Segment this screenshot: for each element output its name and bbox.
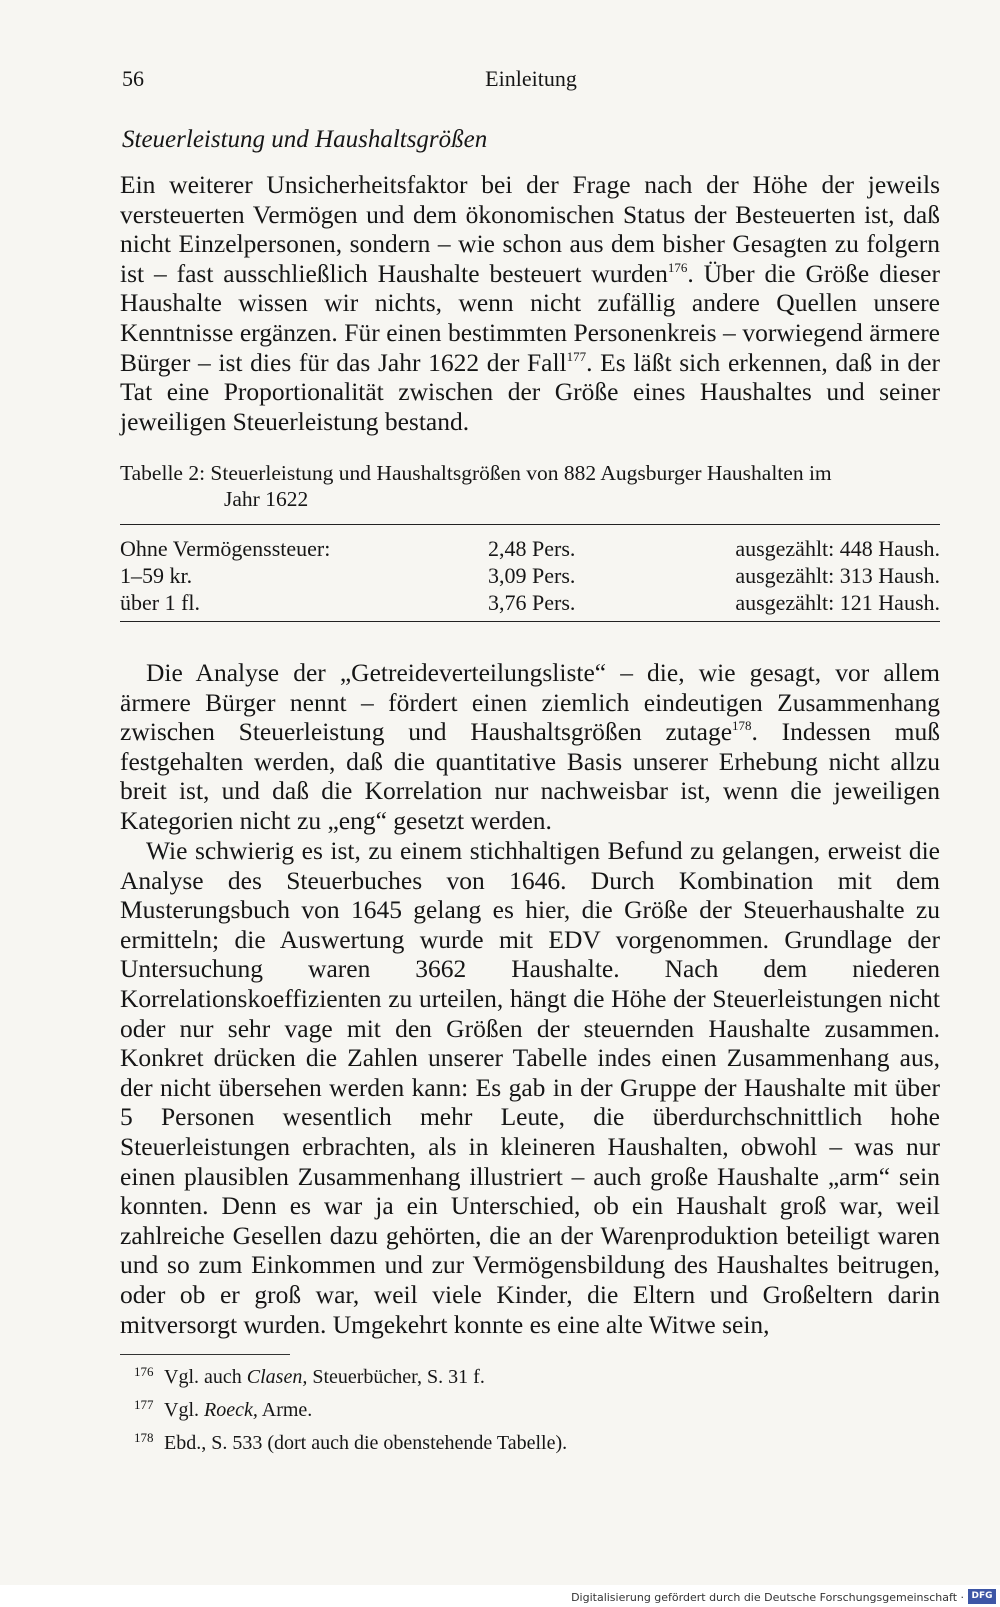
paragraph-1-text-b: . Über die Größe dieser Haushalte wissen wir nichts, wenn nicht zufällig andere Quellen unsere Kenntnisse ergänzen. Für einen bestimmten Personenkreis – vorwiegend ärmere Bürger – ist dies für das Jahr 1622 der Fall — [120, 258, 940, 377]
footnotes — [134, 1358, 567, 1457]
table-caption — [120, 460, 940, 512]
page-number: 56 — [122, 66, 144, 91]
footnote-text: Steuerbücher, S. 31 f. — [307, 1366, 485, 1388]
footnote-177 — [134, 1391, 567, 1424]
footnote-text: Vgl. — [164, 1399, 204, 1421]
dfg-logo-icon: DFG — [968, 1589, 996, 1604]
table-cell-persons: 3,09 Pers. — [488, 563, 576, 588]
paragraph-1-text-a: Ein weiterer Unsicherheitsfaktor bei der Frage nach der Höhe der jeweils versteuerten Vermögen und dem ökonomischen Status der Besteuerten ist, daß nicht Einzelpersonen, sondern – wie schon aus dem bisher Gesagten zu folgern ist – fast ausschließlich Haushalte besteuert wurden — [120, 170, 940, 288]
table-row — [120, 562, 940, 590]
table-row — [120, 535, 940, 563]
table-cell-counted: ausgezählt: 121 Haush. — [735, 590, 940, 615]
footnote-text: Vgl. auch — [164, 1366, 247, 1388]
running-head: Einleitung — [485, 66, 577, 91]
table-cell-category: Ohne Vermögenssteuer: — [120, 536, 331, 561]
footnote-author: Roeck, — [204, 1399, 258, 1421]
footnote-text: Ebd., S. 533 (dort auch die obenstehende Tabelle). — [164, 1432, 568, 1454]
table-cell-category: 1–59 kr. — [120, 563, 193, 588]
footnote-number: 176 — [134, 1364, 154, 1379]
paragraph-1 — [120, 170, 940, 436]
section-title: Steuerleistung und Haushaltsgrößen — [122, 126, 488, 153]
table-bottom-rule — [120, 621, 940, 622]
footnote-rule — [120, 1354, 290, 1355]
digitization-footer — [0, 1585, 1000, 1607]
footnote-number: 178 — [134, 1430, 154, 1445]
page-header — [122, 66, 940, 96]
footnote-number: 177 — [134, 1397, 154, 1412]
table-cell-counted: ausgezählt: 448 Haush. — [735, 536, 940, 561]
table-top-rule — [120, 524, 940, 525]
table-cell-persons: 2,48 Pers. — [488, 536, 576, 561]
table-cell-counted: ausgezählt: 313 Haush. — [735, 563, 940, 588]
paragraph-1-text-c: . Es läßt sich erkennen, daß in der Tat eine Proportionalität zwischen der Größe eines Haushaltes und seiner jeweiligen Steuerleistung bestand. — [120, 347, 940, 436]
table-caption-line-2: Jahr 1622 — [224, 487, 309, 511]
table-cell-category: über 1 fl. — [120, 590, 201, 615]
paragraph-2-text-b: . Indessen muß festgehalten werden, daß die quantitative Basis unserer Erhebung nicht allzu breit ist, und daß die Korrelation nur nachweisbar ist, wenn die jeweiligen Kategorien nicht zu „eng“ gesetzt werden. — [120, 717, 941, 835]
footnote-author: Clasen, — [246, 1366, 308, 1388]
footnote-176 — [134, 1358, 567, 1391]
paragraph-3: Wie schwierig es ist, zu einem stichhaltigen Befund zu gelangen, erweist die Analyse des Steuerbuches von 1646. Durch Kombination mit dem Musterungsbuch von 1645 gelang es hier, die Größe der Steuerhaushalte zu ermitteln; die Auswertung wurde mit EDV vorgenommen. Grundlage der Untersuchung waren 3662 Haushalte. Nach dem niederen Korrelationskoeffizienten zu urteilen, hängt die Höhe der Steuerleistungen nicht oder nur sehr vage mit den Größen der steuernden Haushalte zusammen. Konkret drücken die Zahlen unserer Tabelle indes einen Zusammenhang aus, der nicht übersehen werden kann: Es gab in der Gruppe der Haushalte mit über 5 Personen wesentlich mehr Leute, die überdurchschnittlich hohe Steuerleistungen erbrachten, als in kleineren Haushalten, obwohl – was nur einen plausiblen Zusammenhang illustriert – auch große Haushalte „arm“ sein konnten. Denn es war ja ein Unterschied, ob ein Haushalt groß war, weil zahlreiche Gesellen dazu gehörten, die an der Warenproduktion beteiligt waren und so zum Einkommen und zur Vermögensbildung des Haushaltes beitrugen, oder ob er groß war, weil viele Kinder, die Eltern und Großeltern darin mitversorgt wurden. Umgekehrt konnte es eine alte Witwe sein, — [120, 836, 940, 1339]
table-row — [120, 589, 940, 617]
paragraph-2-text-a: Die Analyse der „Getreideverteilungsliste“ – die, wie gesagt, vor allem ärmere Bürger nennt – fördert einen ziemlich eindeutigen Zusammenhang zwischen Steuerleistung und Haushaltsgrößen zutage — [120, 658, 940, 747]
table-caption-line-1: Tabelle 2: Steuerleistung und Haushaltsgrößen von 882 Augsburger Haushalten im — [120, 461, 832, 485]
digitization-credit: Digitalisierung gefördert durch die Deutsche Forschungsgemeinschaft · — [571, 1591, 964, 1604]
footnote-ref-176: 176 — [667, 259, 688, 275]
footnote-text: Arme. — [257, 1399, 313, 1421]
table-cell-persons: 3,76 Pers. — [488, 590, 576, 615]
paragraph-2 — [120, 658, 940, 836]
footnote-ref-177: 177 — [566, 348, 587, 364]
footnote-ref-178: 178 — [732, 718, 752, 734]
footnote-178 — [134, 1424, 567, 1457]
